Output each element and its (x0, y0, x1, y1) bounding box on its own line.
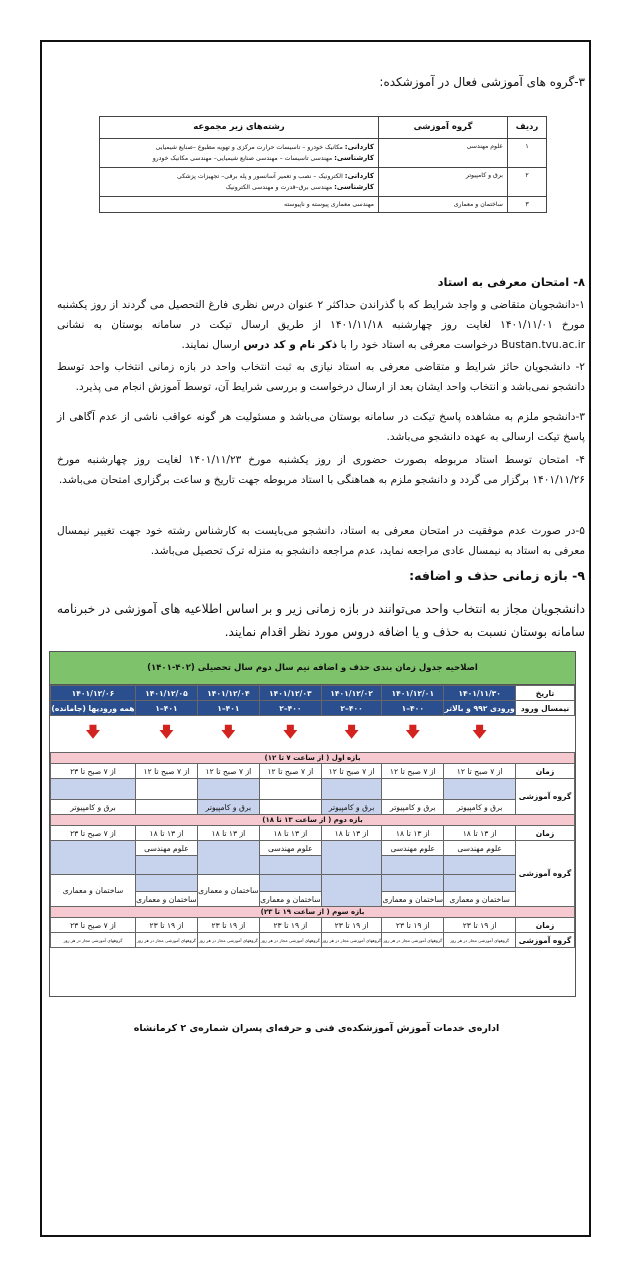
section8-item1: ۱-دانشجویان متقاضی و واجد شرایط که با گذراندن حداکثر ۲ عنوان درس نظری فارغ التحصیل می گردند از روز یکشنبه مورخ ۱۴۰۱/۱۱/۰۱ لغایت روز چهارشنبه ۱۴۰۱/۱۱/۱۸ از طریق ارسال تیکت در سامانه بوستان به نشانی Bustan.tvu.ac.ir درخواست معرفی به استاد خود را با ذکر نام و کد درس ارسال نمایند. (57, 299, 585, 351)
band3-label: بازه سوم ( از ساعت ۱۹ تا ۲۳) (51, 907, 575, 918)
down-arrow-icon: 🡇 (405, 722, 421, 741)
groups-table (99, 116, 547, 213)
table-row: ۱ علوم مهندسی کاردانی: مکانیک خودرو – تاسیسات حرارت مرکزی و تهویه مطبوع –صنایع شیمیایی کارشناسی: مهندسی تاسیسات – مهندسی صنایع شیمیایی– مهندسی مکانیک خودرو (100, 139, 547, 168)
down-arrow-icon: 🡇 (471, 722, 488, 741)
section8-item2: ۲- دانشجویان حائز شرایط و متقاضی معرفی به استاد نیازی به ثبت انتخاب واحد در بازه زمانی انتخاب واحد توسط دانشجو نمی‌باشد و انتخاب واحد ایشان بعد از ارسال درخواست و بررسی شرایط آن، توسط آموزش انجام می پذیرد. (57, 361, 585, 393)
down-arrow-icon: 🡇 (220, 722, 237, 741)
band1-label: بازه اول ( از ساعت ۷ تا ۱۲) (51, 753, 575, 764)
col-fields: رشته‌های زیر مجموعه (100, 117, 379, 139)
col-row: ردیف (508, 117, 547, 139)
section3-title: ۳-گروه های آموزشی فعال در آموزشکده: (379, 75, 585, 89)
down-arrow-icon: 🡇 (282, 722, 299, 741)
table-row: ۲ برق و کامپیوتر کاردانی: الکترونیک – نصب و تعمیر آسانسور و پله برقی– تجهیزات پزشکی کارشناسی: مهندسی برق–قدرت و مهندسی الکترونیک (100, 167, 547, 196)
down-arrow-icon: 🡇 (158, 722, 175, 741)
col-group: گروه آموزشی (379, 117, 508, 139)
footer-signature: اداره‌ی خدمات آموزش آموزشکده‌ی فنی و حرفه‌ای پسران شماره‌ی ۲ کرمانشاه (133, 1023, 500, 1034)
section9-title: ۹- بازه زمانی حذف و اضافه: (409, 568, 585, 583)
schedule-table (49, 651, 576, 997)
table-row: ۳ ساختمان و معماری مهندسی معماری پیوسته و ناپیوسته (100, 196, 547, 213)
section8-item5: ۵-در صورت عدم موفقیت در امتحان معرفی به استاد، دانشجو می‌بایست به کارشناس رشته خود جهت تغییر نیمسال معرفی به استاد به نیمسال عادی مراجعه نماید، عدم مراجعه دانشجو به منزله ترک تحصیل می‌باشد. (57, 525, 585, 557)
down-arrow-icon: 🡇 (343, 722, 360, 741)
section8-title: ۸- امتحان معرفی به استاد (437, 275, 585, 289)
section8-item4: ۴- امتحان توسط استاد مربوطه بصورت حضوری از روز یکشنبه مورخ ۱۴۰۱/۱۱/۲۳ لغایت روز چهارشنبه مورخ ۱۴۰۱/۱۱/۲۶ برگزار می گردد و دانشجو ملزم به هماهنگی با استاد مربوطه جهت تاریخ و ساعت برگزاری امتحان می‌باشد. (57, 454, 585, 486)
section8-item3: ۳-دانشجو ملزم به مشاهده پاسخ تیکت در سامانه بوستان می‌باشد و مسئولیت هر گونه عواقب ناشی از عدم آگاهی از پاسخ تیکت ارسالی به عهده دانشجو می‌باشد. (57, 411, 585, 443)
schedule-grid: تاریخ ۱۴۰۱/۱۱/۳۰ ۱۴۰۱/۱۲/۰۱ ۱۴۰۱/۱۲/۰۲ ۱۴۰۱/۱۲/۰۳ ۱۴۰۱/۱۲/۰۴ ۱۴۰۱/۱۲/۰۵ ۱۴۰۱/۱۲/۰۶ نیمسال ورود ورودی ۹۹۲ و بالاتر ۴۰۰–۱ ۴۰۰–۲ ۴۰۰–۲ ۴۰۱–۱ ۴۰۱–۱ همه ورودیها (جامانده) 🡇 🡇 🡇 🡇 🡇 🡇 🡇 بازه اول ( از ساعت ۷ تا ۱۲) زمان از ۷ صبح تا ۱۲ از ۷ صبح تا ۱۲ از ۷ صبح تا ۱۲ از ۷ صبح تا ۱۲ از ۷ صبح تا ۱۲ از ۷ صبح تا ۱۲ از ۷ صبح تا ۲۳ گروه آموزشی برق و کامپیوتر برق و کامپیوتر برق و کامپیوتر برق و کامپیوتر برق و کامپیوتر بازه دوم ( از ساعت ۱۳ تا ۱۸) زمان از ۱۳ تا ۱۸ از ۱۳ تا ۱۸ از ۱۳ تا ۱۸ از ۱۳ تا ۱۸ از ۱۳ تا ۱۸ از ۱۳ تا ۱۸ از ۷ صبح تا ۲۳ گروه آموزشی علوم مهندسی علوم مهندسی علوم مهندسی علوم مهندسی ساختمان و معماری ساختمان و معماری ساختمان و معماری ساختمان و معماری ساختمان و معماری ساختمان و معماری بازه سوم ( از ساعت ۱۹ تا ۲۳) زمان از ۱۹ تا ۲۳ از ۱۹ تا ۲۳ از ۱۹ تا ۲۳ از ۱۹ تا ۲۳ از ۱۹ تا ۲۳ از ۱۹ تا ۲۳ از ۷ صبح تا ۲۳ گروه آموزشی گروههای آموزشی مجاز در هر روز گروههای آموزشی مجاز در هر روز گروههای آموزشی مجاز در هر روز گروههای آموزشی مجاز در هر روز گروههای آموزشی مجاز در هر روز گروههای آموزشی مجاز در هر روز گروههای آموزشی مجاز در هر روز (50, 685, 575, 948)
section9-body: دانشجویان مجاز به انتخاب واحد می‌توانند در بازه زمانی زیر و بر اساس اطلاعیه های آموزشی در خبرنامه سامانه بوستان نسبت به حذف و یا اضافه دروس مورد نظر اقدام نمایند. (57, 602, 585, 639)
bustan-link[interactable]: Bustan.tvu.ac.ir (501, 339, 585, 351)
schedule-banner: اصلاحیه جدول زمان بندی حذف و اضافه نیم سال دوم سال تحصیلی (۴۰۲-۱۴۰۱) (50, 652, 575, 685)
band2-label: بازه دوم ( از ساعت ۱۳ تا ۱۸) (51, 815, 575, 826)
down-arrow-icon: 🡇 (85, 722, 101, 741)
